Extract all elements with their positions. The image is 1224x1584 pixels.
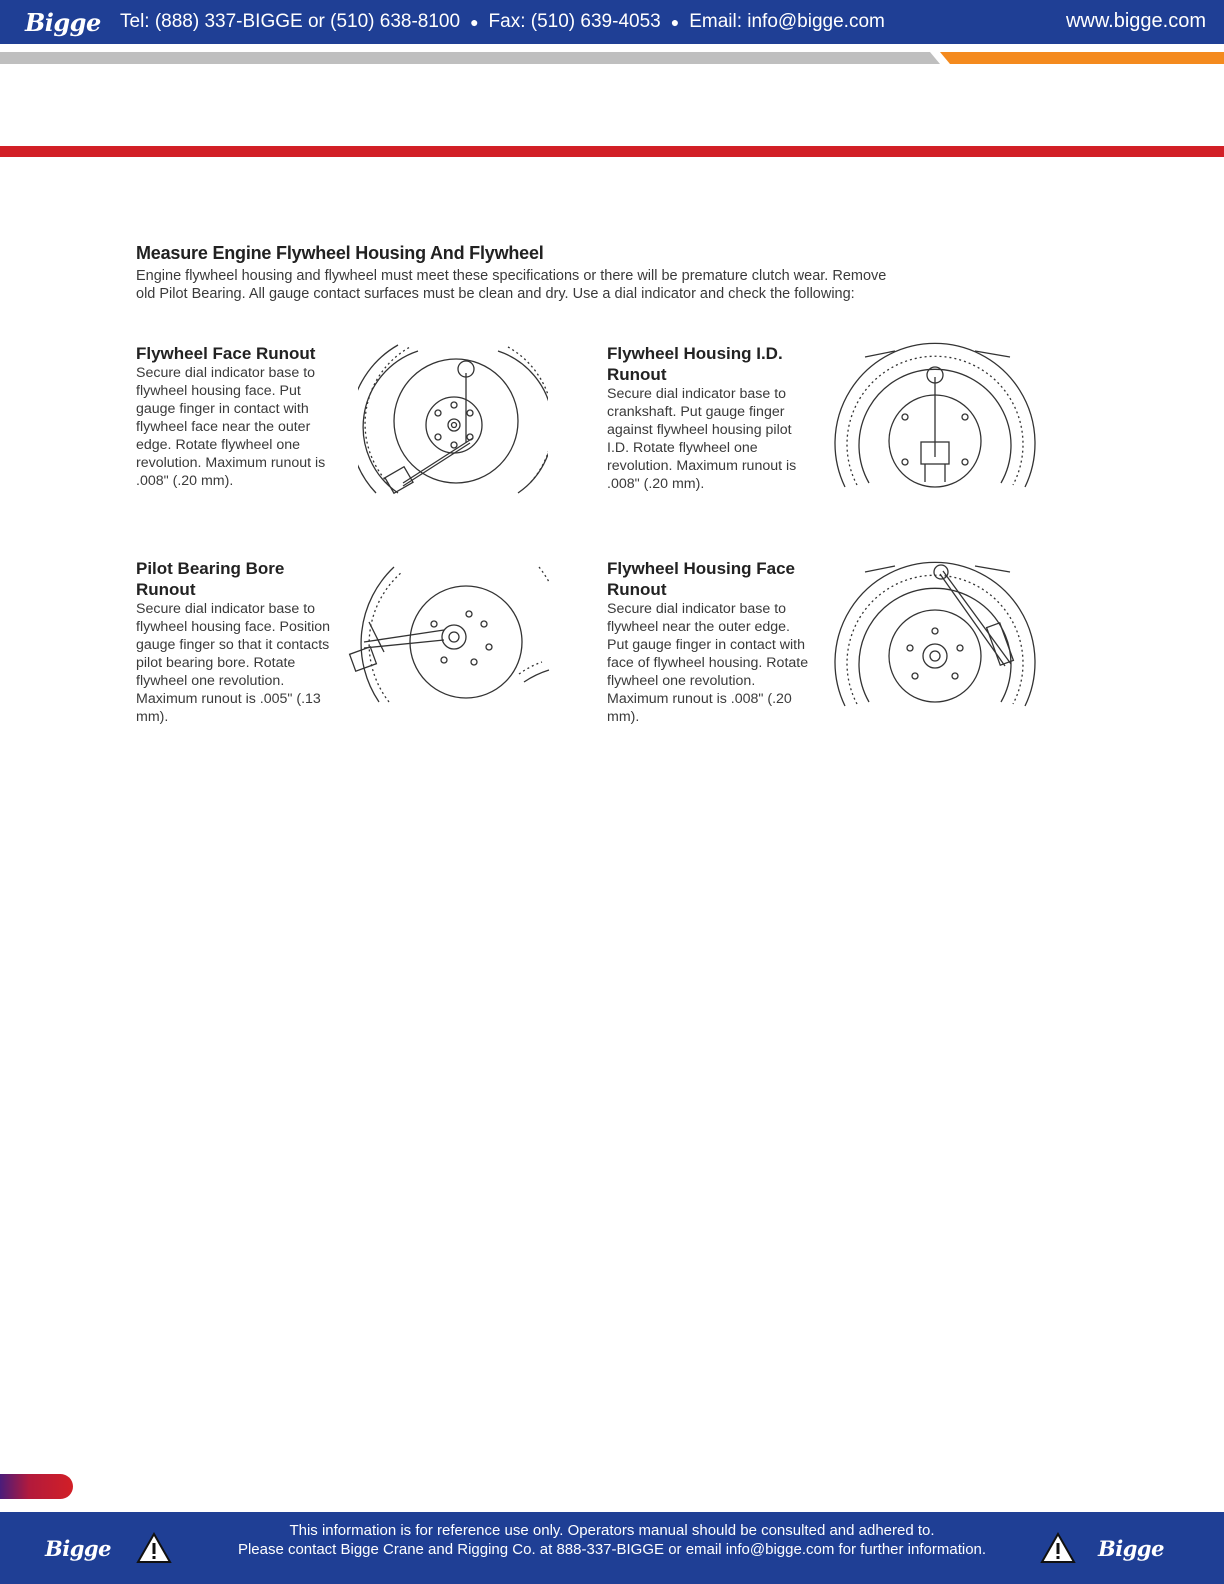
- intro-paragraph: Engine flywheel housing and flywheel must meet these specifications or there will be premature clutch wear. Remove old Pilot Bearing. All gauge contact surfaces must be clean and dry. Use a dial indicator and check the following:: [136, 268, 887, 302]
- section-body: Secure dial indicator base to flywheel housing face. Put gauge finger in contact with flywheel face near the outer edge. Rotate flywheel one revolution. Maximum runout is .008" (.20 mm).: [136, 365, 326, 489]
- section-body: Secure dial indicator base to crankshaft. Put gauge finger against flywheel housing pilot I.D. Rotate flywheel one revolution. Maximum runout is .008" (.20 mm).: [607, 386, 797, 492]
- section-title: Flywheel Housing I.D. Runout: [607, 344, 783, 384]
- orange-accent-stripe: [940, 52, 1224, 64]
- section-title: Flywheel Housing Face Runout: [607, 559, 795, 599]
- disclaimer-text: [200, 1521, 1024, 1559]
- bigge-logo[interactable]: Bigge: [25, 7, 101, 37]
- flywheel-face-runout-diagram-icon: [358, 343, 548, 503]
- contact-info: [120, 11, 885, 33]
- section-body: Secure dial indicator base to flywheel housing face. Position gauge finger so that it contacts pilot bearing bore. Rotate flywheel one revolution. Maximum runout is .005" (.13 mm).: [136, 601, 331, 725]
- fax-number: Fax: (510) 639-4053: [488, 11, 661, 32]
- section-title: Flywheel Face Runout: [136, 344, 316, 363]
- disclaimer-line-2: Please contact Bigge Crane and Rigging Co. at 888-337-BIGGE or email info@bigge.com for further information.: [237, 1541, 987, 1558]
- email-link[interactable]: Email: info@bigge.com: [689, 11, 885, 32]
- section-body: Secure dial indicator base to flywheel near the outer edge. Put gauge finger in contact with face of flywheel housing. Rotate flywheel one revolution. Maximum runout is .008" (.20 mm).: [607, 601, 809, 725]
- warning-triangle-icon: [1040, 1532, 1076, 1564]
- bigge-logo[interactable]: Bigge: [45, 1536, 111, 1561]
- footer-bar: [0, 1512, 1224, 1584]
- page-tab-marker: [0, 1474, 73, 1499]
- phone-number[interactable]: Tel: (888) 337-BIGGE or (510) 638-8100: [120, 11, 461, 32]
- section-pilot-bearing-bore-runout: [136, 558, 606, 738]
- disclaimer-line-1: This information is for reference use only. Operators manual should be consulted and adhered to.: [289, 1522, 935, 1539]
- warning-triangle-icon: [136, 1532, 172, 1564]
- flywheel-housing-face-runout-diagram-icon: [825, 556, 1055, 716]
- flywheel-housing-id-runout-diagram-icon: [825, 337, 1055, 497]
- separator-dot-icon: ●: [470, 14, 479, 30]
- section-title: Pilot Bearing Bore Runout: [136, 559, 285, 599]
- section-flywheel-housing-id-runout: [607, 343, 1077, 513]
- red-divider-stripe: [0, 146, 1224, 157]
- section-flywheel-face-runout: [136, 343, 606, 513]
- bigge-logo[interactable]: Bigge: [1098, 1536, 1164, 1561]
- top-contact-bar: [0, 0, 1224, 44]
- page-title: Measure Engine Flywheel Housing And Flywheel: [136, 243, 544, 263]
- website-link[interactable]: www.bigge.com: [1065, 10, 1206, 32]
- section-flywheel-housing-face-runout: [607, 558, 1077, 738]
- pilot-bearing-bore-runout-diagram-icon: [344, 552, 559, 717]
- document-content: [136, 243, 1056, 725]
- separator-dot-icon: ●: [670, 14, 680, 30]
- gray-accent-stripe: [0, 52, 940, 64]
